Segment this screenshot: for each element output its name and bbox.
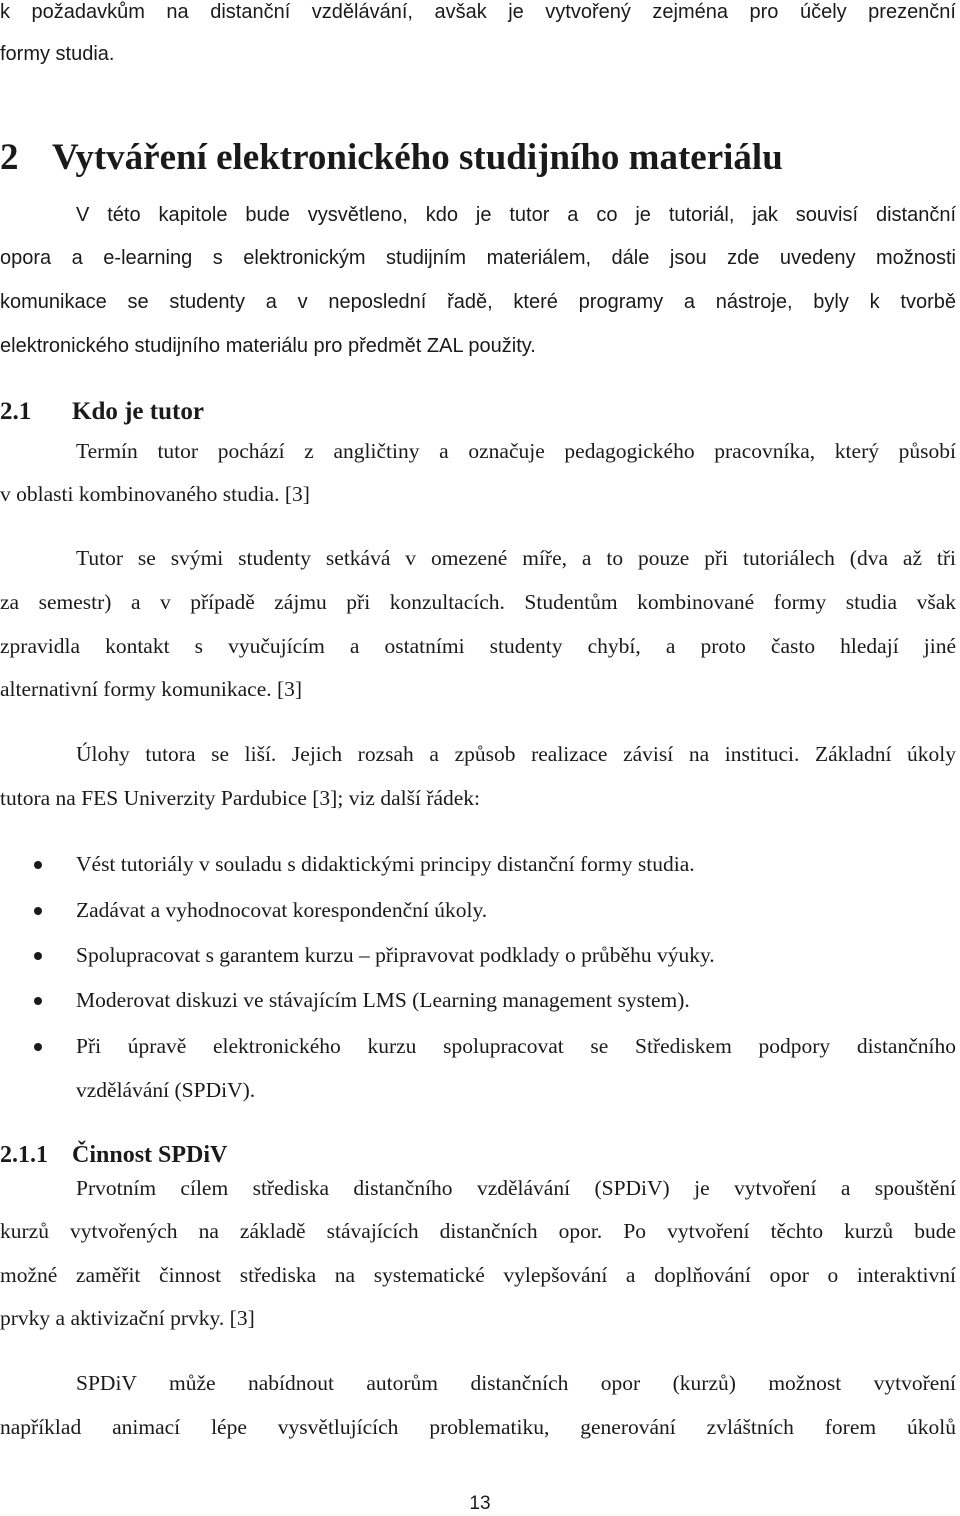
section-title: Kdo je tutor: [72, 398, 204, 425]
section-2-1-1-p1-line-4: prvky a aktivizační prvky. [3]: [0, 1306, 255, 1330]
list-item-text: Zadávat a vyhodnocovat korespondenční úkoly.: [76, 898, 488, 922]
list-item-text: Spolupracovat s garantem kurzu – připravovat podklady o průběhu výuky.: [76, 943, 715, 967]
list-item: [0, 941, 960, 969]
page-number: 13: [469, 1493, 491, 1514]
section-2-1-p2-line-1: Tutor se svými studenty setkává v omezené míře, a to pouze při tutoriálech (dva až tři: [76, 546, 956, 570]
chapter-title: Vytváření elektronického studijního materiálu: [52, 137, 783, 178]
chapter-paragraph-line-2: opora a e-learning s elektronickým studijním materiálem, dále jsou zde uvedeny možnosti: [0, 247, 956, 269]
chapter-paragraph-line-1: V této kapitole bude vysvětleno, kdo je tutor a co je tutoriál, jak souvisí distanční: [76, 204, 956, 226]
section-2-1-p2-line-3: zpravidla kontakt s vyučujícím a ostatními studenty chybí, a proto často hledají jiné: [0, 634, 956, 658]
section-heading-2-1-1: [0, 1139, 227, 1171]
list-item-text: Moderovat diskuzi ve stávajícím LMS (Learning management system).: [76, 988, 690, 1012]
bullet-icon: [34, 907, 42, 915]
list-item: [0, 986, 960, 1014]
section-2-1-p2-line-4: alternativní formy komunikace. [3]: [0, 677, 303, 701]
section-2-1-1-p2-line-1: SPDiV může nabídnout autorům distančních opor (kurzů) možnost vytvoření: [76, 1371, 956, 1395]
list-item: [0, 1032, 960, 1060]
list-item-text: Při úpravě elektronického kurzu spolupracovat se Střediskem podpory distančního: [76, 1034, 956, 1058]
chapter-number: 2: [0, 137, 19, 178]
section-heading-2-1: [0, 396, 204, 428]
intro-line-2: formy studia.: [0, 43, 115, 65]
section-2-1-p1-line-2: v oblasti kombinovaného studia. [3]: [0, 482, 310, 506]
bullet-icon: [34, 1043, 42, 1051]
section-2-1-1-p2-line-2: například animací lépe vysvětlujících problematiku, generování zvláštních forem úkolů: [0, 1415, 956, 1439]
list-item-continuation: vzdělávání (SPDiV).: [76, 1078, 256, 1102]
section-2-1-1-p1-line-1: Prvotním cílem střediska distančního vzdělávání (SPDiV) je vytvoření a spouštění: [76, 1176, 956, 1200]
section-2-1-1-p1-line-2: kurzů vytvořených na základě stávajících distančních opor. Po vytvoření těchto kurzů bude: [0, 1219, 956, 1243]
list-item: [0, 896, 960, 924]
section-2-1-1-p1-line-3: možné zaměřit činnost střediska na systematické vylepšování a doplňování opor o interaktivní: [0, 1263, 956, 1287]
chapter-heading: [0, 136, 783, 180]
list-item: [0, 850, 960, 878]
bullet-icon: [34, 997, 42, 1005]
section-2-1-p1-line-1: Termín tutor pochází z angličtiny a označuje pedagogického pracovníka, který působí: [76, 439, 956, 463]
section-2-1-p3-line-1: Úlohy tutora se liší. Jejich rozsah a způsob realizace závisí na instituci. Základní úkoly: [76, 742, 956, 766]
bullet-icon: [34, 861, 42, 869]
chapter-paragraph-line-4: elektronického studijního materiálu pro předmět ZAL použity.: [0, 335, 536, 357]
chapter-paragraph-line-3: komunikace se studenty a v neposlední řadě, které programy a nástroje, byly k tvorbě: [0, 291, 956, 313]
section-title: Činnost SPDiV: [72, 1142, 228, 1168]
intro-line-1: k požadavkům na distanční vzdělávání, avšak je vytvořený zejména pro účely prezenční: [0, 1, 956, 23]
section-2-1-p2-line-2: za semestr) a v případě zájmu při konzultacích. Studentům kombinované formy studia však: [0, 590, 956, 614]
bullet-icon: [34, 952, 42, 960]
section-number: 2.1: [0, 398, 32, 425]
section-number: 2.1.1: [0, 1142, 48, 1168]
section-2-1-p3-line-2: tutora na FES Univerzity Pardubice [3]; viz další řádek:: [0, 786, 481, 810]
list-item-text: Vést tutoriály v souladu s didaktickými principy distanční formy studia.: [76, 852, 695, 876]
